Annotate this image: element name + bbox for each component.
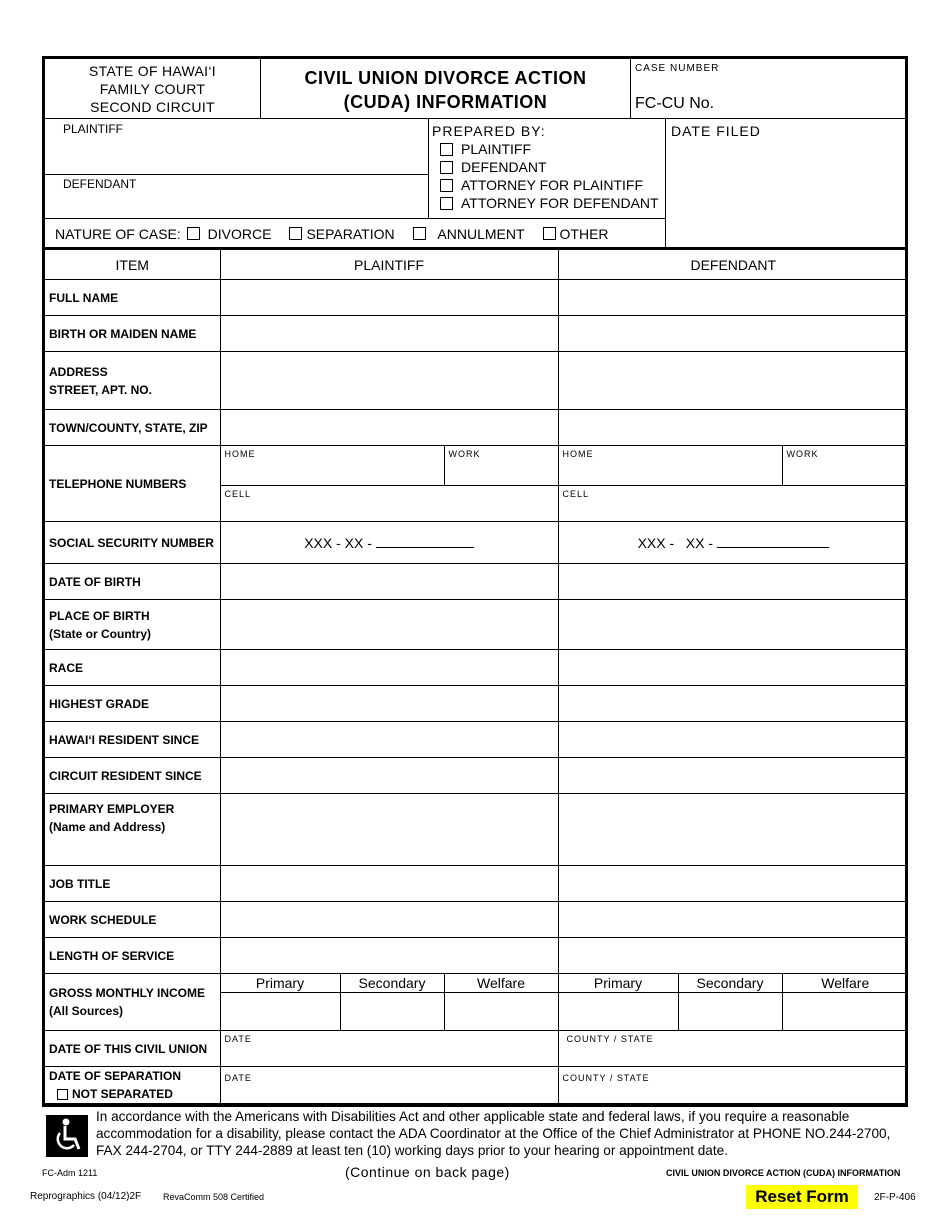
row-label <box>45 352 220 410</box>
defendant-income-welfare-input[interactable] <box>782 993 908 1031</box>
footer-form-title: CIVIL UNION DIVORCE ACTION (CUDA) INFORMATION <box>666 1168 901 1178</box>
county-state-label: COUNTY / STATE <box>562 1073 650 1083</box>
table-row <box>45 686 908 722</box>
checkbox[interactable] <box>187 227 200 240</box>
income-col-header: Secondary <box>340 974 444 993</box>
ssn-last4-input[interactable] <box>717 536 829 548</box>
separation-county-input[interactable] <box>558 1067 908 1104</box>
ssn-mask: XXX - XX - <box>637 534 714 551</box>
court-line-2: FAMILY COURT <box>99 81 206 97</box>
table-row <box>45 410 908 446</box>
prepared-by <box>429 119 665 218</box>
case-number-label: CASE NUMBER <box>635 63 720 74</box>
table-row <box>45 1031 908 1067</box>
defendant-label: DEFENDANT <box>63 177 137 191</box>
plaintiff-cell-phone-input[interactable] <box>220 486 558 522</box>
defendant-schedule-input[interactable] <box>558 902 908 938</box>
checkbox[interactable] <box>57 1089 68 1100</box>
row-label: DATE OF THIS CIVIL UNION <box>45 1031 220 1067</box>
plaintiff-town-input[interactable] <box>220 410 558 446</box>
plaintiff-race-input[interactable] <box>220 650 558 686</box>
court-line-1: STATE OF HAWAI‘I <box>89 63 216 79</box>
ada-text: In accordance with the Americans with Disabilities Act and other applicable state and federal laws, if you require a reasonable accommodation for a disability, please contact the ADA Coordinator at the Office of the Chief Administrator at PHONE NO.244-2700, FAX 244-2704, or TTY 244-2889 at least ten (10) working days prior to your hearing or appointment date. <box>96 1109 891 1158</box>
income-label-2: (All Sources) <box>49 1004 124 1018</box>
ada-notice <box>42 1108 908 1159</box>
case-number-field[interactable] <box>631 59 905 118</box>
pob-label-1: PLACE OF BIRTH <box>49 608 150 623</box>
defendant-birth-name-input[interactable] <box>558 316 908 352</box>
civil-union-county-input[interactable] <box>558 1031 908 1067</box>
option-label: PLAINTIFF <box>461 141 532 157</box>
table-row <box>45 974 908 993</box>
reprographics: Reprographics (04/12)2F <box>30 1191 142 1202</box>
prepared-by-label: PREPARED BY: <box>432 123 546 139</box>
col-item: ITEM <box>45 250 220 280</box>
pob-label-2: (State or Country) <box>49 626 151 641</box>
table-row <box>45 316 908 352</box>
row-label: RACE <box>45 650 220 686</box>
form-title <box>261 59 631 118</box>
table-row <box>45 938 908 974</box>
plaintiff-full-name-input[interactable] <box>220 280 558 316</box>
defendant-address-input[interactable] <box>558 352 908 410</box>
row-label: BIRTH OR MAIDEN NAME <box>45 316 220 352</box>
prepared-option[interactable] <box>432 194 665 212</box>
prepared-option[interactable] <box>432 140 665 158</box>
parties-section <box>45 119 905 249</box>
defendant-job-title-input[interactable] <box>558 866 908 902</box>
cuda-form <box>42 56 908 1107</box>
table-row <box>45 564 908 600</box>
table-row <box>45 902 908 938</box>
defendant-race-input[interactable] <box>558 650 908 686</box>
work-label: WORK <box>786 449 819 459</box>
defendant-cell-phone-input[interactable] <box>558 486 908 522</box>
separation-date-input[interactable] <box>220 1067 558 1104</box>
table-row <box>45 758 908 794</box>
form-code: 2F-P-406 <box>874 1192 916 1203</box>
nature-label: NATURE OF CASE: <box>55 225 181 242</box>
nature-option[interactable] <box>187 226 272 242</box>
defendant-employer-input[interactable] <box>558 794 908 866</box>
parties-left <box>45 119 666 247</box>
plaintiff-pob-input[interactable] <box>220 600 558 650</box>
nature-option[interactable] <box>543 226 609 242</box>
row-label: LENGTH OF SERVICE <box>45 938 220 974</box>
option-label: DIVORCE <box>207 225 272 242</box>
checkbox[interactable] <box>413 227 426 240</box>
plaintiff-service-input[interactable] <box>220 938 558 974</box>
ssn-last4-input[interactable] <box>376 536 474 548</box>
form-id: FC-Adm 1211 <box>42 1168 98 1178</box>
defendant-home-phone-input[interactable] <box>558 446 782 486</box>
table-row <box>45 446 908 486</box>
income-label-1: GROSS MONTHLY INCOME <box>49 986 206 1000</box>
income-col-header: Secondary <box>678 974 782 993</box>
table-row <box>45 722 908 758</box>
plaintiff-job-title-input[interactable] <box>220 866 558 902</box>
form-header <box>45 59 905 119</box>
defendant-work-phone-input[interactable] <box>782 446 908 486</box>
home-label: HOME <box>562 449 594 459</box>
plaintiff-dob-input[interactable] <box>220 564 558 600</box>
work-label: WORK <box>448 449 481 459</box>
row-label: FULL NAME <box>45 280 220 316</box>
row-label: TOWN/COUNTY, STATE, ZIP <box>45 410 220 446</box>
plaintiff-hi-resident-input[interactable] <box>220 722 558 758</box>
option-label: ATTORNEY FOR PLAINTIFF <box>461 177 644 193</box>
names-divider <box>45 174 428 175</box>
plaintiff-income-welfare-input[interactable] <box>444 993 558 1031</box>
court-line-3: SECOND CIRCUIT <box>90 99 215 115</box>
row-label: WORK SCHEDULE <box>45 902 220 938</box>
plaintiff-circuit-resident-input[interactable] <box>220 758 558 794</box>
row-label <box>45 1067 220 1104</box>
option-label: SEPARATION <box>306 225 395 242</box>
table-row <box>45 650 908 686</box>
home-label: HOME <box>224 449 256 459</box>
row-label: DATE OF BIRTH <box>45 564 220 600</box>
row-label: JOB TITLE <box>45 866 220 902</box>
row-label <box>45 974 220 1031</box>
prepared-option[interactable] <box>432 176 665 194</box>
prepared-option[interactable] <box>432 158 665 176</box>
checkbox[interactable] <box>543 227 556 240</box>
table-row <box>45 866 908 902</box>
table-row <box>45 352 908 410</box>
plaintiff-grade-input[interactable] <box>220 686 558 722</box>
revacomm-certified: RevaComm 508 Certified <box>163 1192 265 1202</box>
civil-union-date-input[interactable] <box>220 1031 558 1067</box>
title-line-1: CIVIL UNION DIVORCE ACTION <box>304 68 587 88</box>
checkbox[interactable] <box>440 179 453 192</box>
option-label: DEFENDANT <box>461 159 547 175</box>
address-label-2: STREET, APT. NO. <box>49 382 152 397</box>
defendant-service-input[interactable] <box>558 938 908 974</box>
option-label: OTHER <box>559 225 609 242</box>
checkbox[interactable] <box>440 143 453 156</box>
plaintiff-home-phone-input[interactable] <box>220 446 444 486</box>
row-label: HAWAI‘I RESIDENT SINCE <box>45 722 220 758</box>
defendant-circuit-resident-input[interactable] <box>558 758 908 794</box>
option-label: ANNULMENT <box>437 225 525 242</box>
plaintiff-birth-name-input[interactable] <box>220 316 558 352</box>
row-label <box>45 794 220 866</box>
nature-of-case <box>45 219 665 248</box>
defendant-pob-input[interactable] <box>558 600 908 650</box>
income-col-header: Primary <box>558 974 678 993</box>
plaintiff-employer-input[interactable] <box>220 794 558 866</box>
cell-label: CELL <box>562 489 590 499</box>
defendant-grade-input[interactable] <box>558 686 908 722</box>
defendant-full-name-input[interactable] <box>558 280 908 316</box>
income-col-header: Primary <box>220 974 340 993</box>
county-state-label: COUNTY / STATE <box>566 1034 654 1044</box>
plaintiff-schedule-input[interactable] <box>220 902 558 938</box>
nature-option[interactable] <box>289 226 394 242</box>
date-label: DATE <box>224 1034 252 1044</box>
row-label: SOCIAL SECURITY NUMBER <box>45 522 220 564</box>
defendant-ssn-field[interactable] <box>558 522 908 564</box>
table-row <box>45 522 908 564</box>
row-label: TELEPHONE NUMBERS <box>45 446 220 522</box>
row-label: HIGHEST GRADE <box>45 686 220 722</box>
plaintiff-address-input[interactable] <box>220 352 558 410</box>
not-separated-option[interactable] <box>49 1085 220 1103</box>
income-col-header: Welfare <box>444 974 558 993</box>
names-row <box>45 119 665 219</box>
defendant-hi-resident-input[interactable] <box>558 722 908 758</box>
col-defendant: DEFENDANT <box>558 250 908 280</box>
employer-label-1: PRIMARY EMPLOYER <box>49 802 175 816</box>
court-info <box>45 59 261 118</box>
checkbox[interactable] <box>440 197 453 210</box>
defendant-income-primary-input[interactable] <box>558 993 678 1031</box>
plaintiff-income-primary-input[interactable] <box>220 993 340 1031</box>
plaintiff-ssn-field[interactable] <box>220 522 558 564</box>
plaintiff-work-phone-input[interactable] <box>444 446 558 486</box>
table-row <box>45 280 908 316</box>
nature-option[interactable] <box>413 226 525 242</box>
column-header-row <box>45 250 908 280</box>
table-row <box>45 600 908 650</box>
table-row <box>45 1067 908 1104</box>
row-label <box>45 600 220 650</box>
wheelchair-icon <box>46 1115 88 1157</box>
continue-note: (Continue on back page) <box>345 1164 510 1180</box>
date-label: DATE <box>224 1073 252 1083</box>
info-table <box>45 249 908 1104</box>
defendant-dob-input[interactable] <box>558 564 908 600</box>
checkbox[interactable] <box>440 161 453 174</box>
cell-label: CELL <box>224 489 252 499</box>
col-plaintiff: PLAINTIFF <box>220 250 558 280</box>
checkbox[interactable] <box>289 227 302 240</box>
option-label: ATTORNEY FOR DEFENDANT <box>461 195 659 211</box>
not-separated-label: NOT SEPARATED <box>72 1087 173 1101</box>
title-line-2: (CUDA) INFORMATION <box>343 92 548 112</box>
plaintiff-label: PLAINTIFF <box>63 122 124 136</box>
defendant-town-input[interactable] <box>558 410 908 446</box>
employer-label-2: (Name and Address) <box>49 820 166 834</box>
table-row <box>45 794 908 866</box>
address-label-1: ADDRESS <box>49 364 108 379</box>
income-col-header: Welfare <box>782 974 908 993</box>
defendant-income-secondary-input[interactable] <box>678 993 782 1031</box>
ssn-mask: XXX - XX - <box>304 534 372 551</box>
date-filed-field[interactable] <box>666 119 905 247</box>
reset-form-button[interactable]: Reset Form <box>746 1185 858 1209</box>
case-number-prefix: FC-CU No. <box>635 95 715 112</box>
row-label: CIRCUIT RESIDENT SINCE <box>45 758 220 794</box>
date-filed-label: DATE FILED <box>671 123 761 139</box>
party-names <box>45 119 429 218</box>
plaintiff-income-secondary-input[interactable] <box>340 993 444 1031</box>
separation-label: DATE OF SEPARATION <box>49 1069 181 1083</box>
